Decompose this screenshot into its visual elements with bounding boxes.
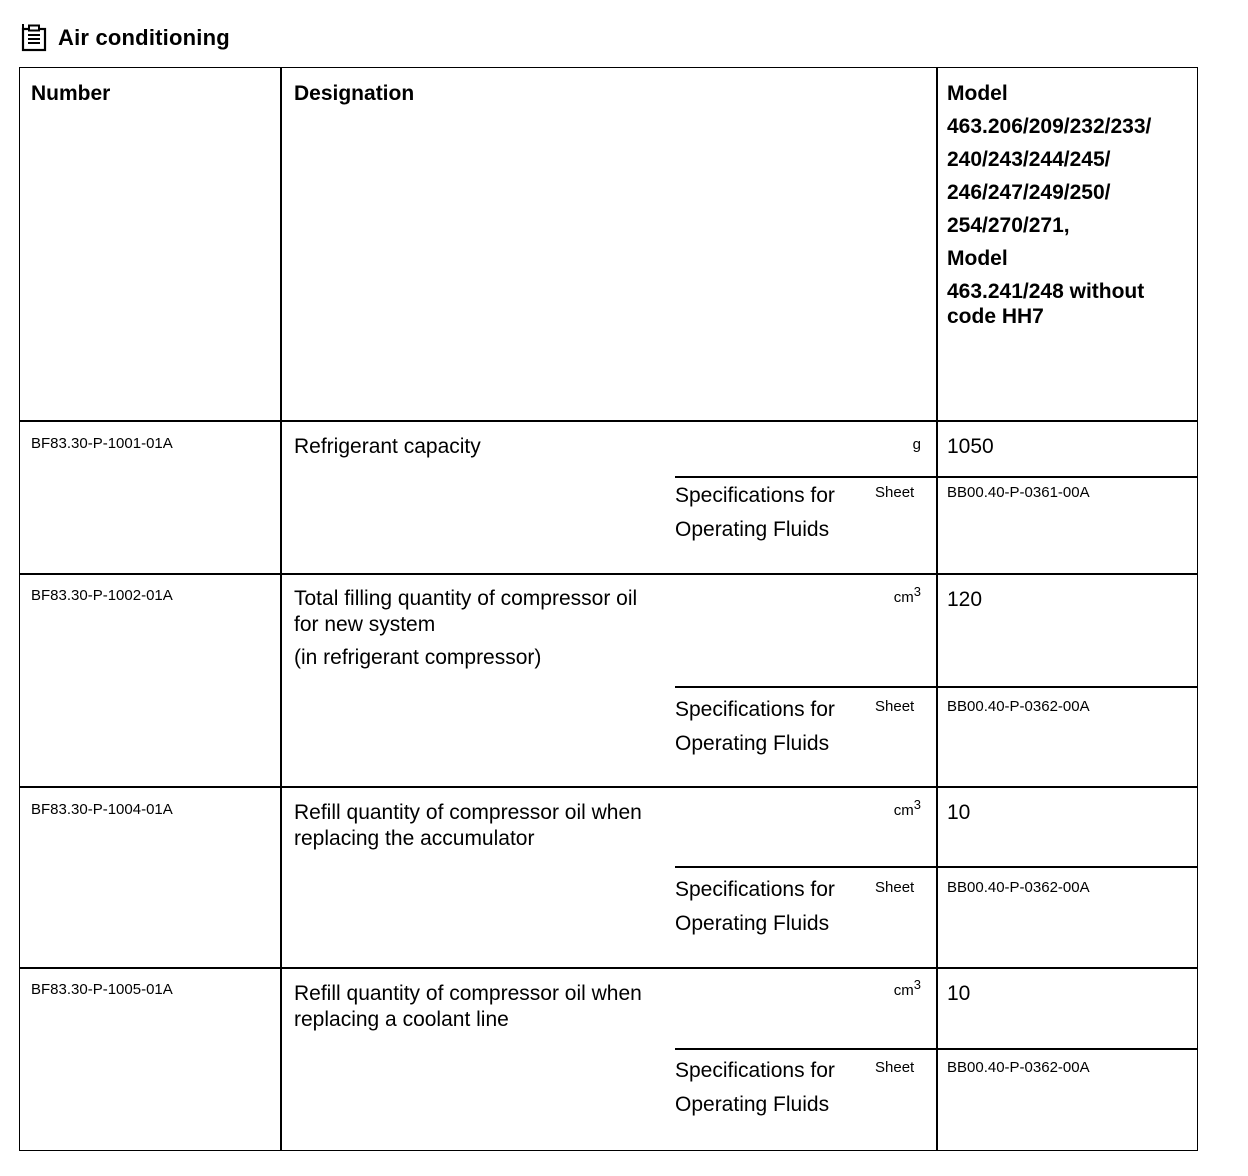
row-designation: Refrigerant capacity bbox=[294, 435, 481, 458]
page-title: Air conditioning bbox=[58, 25, 230, 50]
row-designation: Total filling quantity of compressor oil for new system bbox=[294, 587, 638, 636]
row-designation-note: (in refrigerant compressor) bbox=[294, 646, 542, 669]
sub-row-divider bbox=[675, 866, 1197, 868]
header-model-line: 240/243/244/245/ bbox=[947, 148, 1111, 171]
row-unit: $cm^3$ bbox=[893, 797, 921, 819]
row-value: 1050 bbox=[947, 435, 994, 458]
header-model-line: 463.206/209/232/233/ bbox=[947, 115, 1152, 138]
header-model-line: 246/247/249/250/ bbox=[947, 181, 1111, 204]
header-model-line: Model bbox=[947, 82, 1008, 105]
row-divider bbox=[20, 967, 1197, 969]
row-divider bbox=[20, 420, 1197, 422]
sub-row-divider bbox=[675, 476, 1197, 478]
header-model-line: 463.241/248 without bbox=[947, 280, 1145, 303]
row-designation: Refill quantity of compressor oil when replacing the accumulator bbox=[294, 801, 642, 850]
row-sheet-label: Sheet bbox=[875, 484, 915, 501]
row-number: BF83.30-P-1004-01A bbox=[31, 801, 173, 818]
row-spec-label: Specifications for Operating Fluids bbox=[675, 1059, 835, 1116]
header-model-line: Model bbox=[947, 247, 1008, 270]
row-sheet-reference: BB00.40-P-0362-00A bbox=[947, 1059, 1090, 1076]
row-unit: g bbox=[912, 436, 921, 453]
row-spec-label: Specifications for Operating Fluids bbox=[675, 698, 835, 755]
row-sheet-label: Sheet bbox=[875, 1059, 915, 1076]
row-sheet-reference: BB00.40-P-0361-00A bbox=[947, 484, 1090, 501]
sub-row-divider bbox=[675, 1048, 1197, 1050]
row-designation: Refill quantity of compressor oil when replacing a coolant line bbox=[294, 982, 642, 1031]
row-number: BF83.30-P-1005-01A bbox=[31, 981, 173, 998]
header-model bbox=[947, 77, 1151, 329]
header-designation: Designation bbox=[294, 82, 415, 105]
row-sheet-reference: BB00.40-P-0362-00A bbox=[947, 879, 1090, 896]
row-value: 10 bbox=[947, 982, 971, 1005]
row-sheet-label: Sheet bbox=[875, 698, 915, 715]
sub-row-divider bbox=[675, 686, 1197, 688]
header-model-line: code HH7 bbox=[947, 305, 1044, 328]
row-sheet-reference: BB00.40-P-0362-00A bbox=[947, 698, 1090, 715]
column-divider bbox=[936, 68, 938, 1150]
row-sheet-label: Sheet bbox=[875, 879, 915, 896]
row-number: BF83.30-P-1001-01A bbox=[31, 435, 173, 452]
specifications-table bbox=[19, 67, 1198, 1151]
header-model-line: 254/270/271, bbox=[947, 214, 1070, 237]
section-title-bar bbox=[20, 20, 230, 56]
row-spec-label: Specifications for Operating Fluids bbox=[675, 878, 835, 935]
header-number: Number bbox=[31, 82, 111, 105]
row-unit: $cm^3$ bbox=[893, 584, 921, 606]
row-spec-label: Specifications for Operating Fluids bbox=[675, 484, 835, 541]
column-divider bbox=[280, 68, 282, 1150]
row-value: 120 bbox=[947, 588, 983, 611]
row-divider bbox=[20, 573, 1197, 575]
row-divider bbox=[20, 786, 1197, 788]
row-number: BF83.30-P-1002-01A bbox=[31, 587, 173, 604]
row-unit: $cm^3$ bbox=[893, 977, 921, 999]
document-icon bbox=[20, 23, 50, 53]
row-value: 10 bbox=[947, 801, 971, 824]
